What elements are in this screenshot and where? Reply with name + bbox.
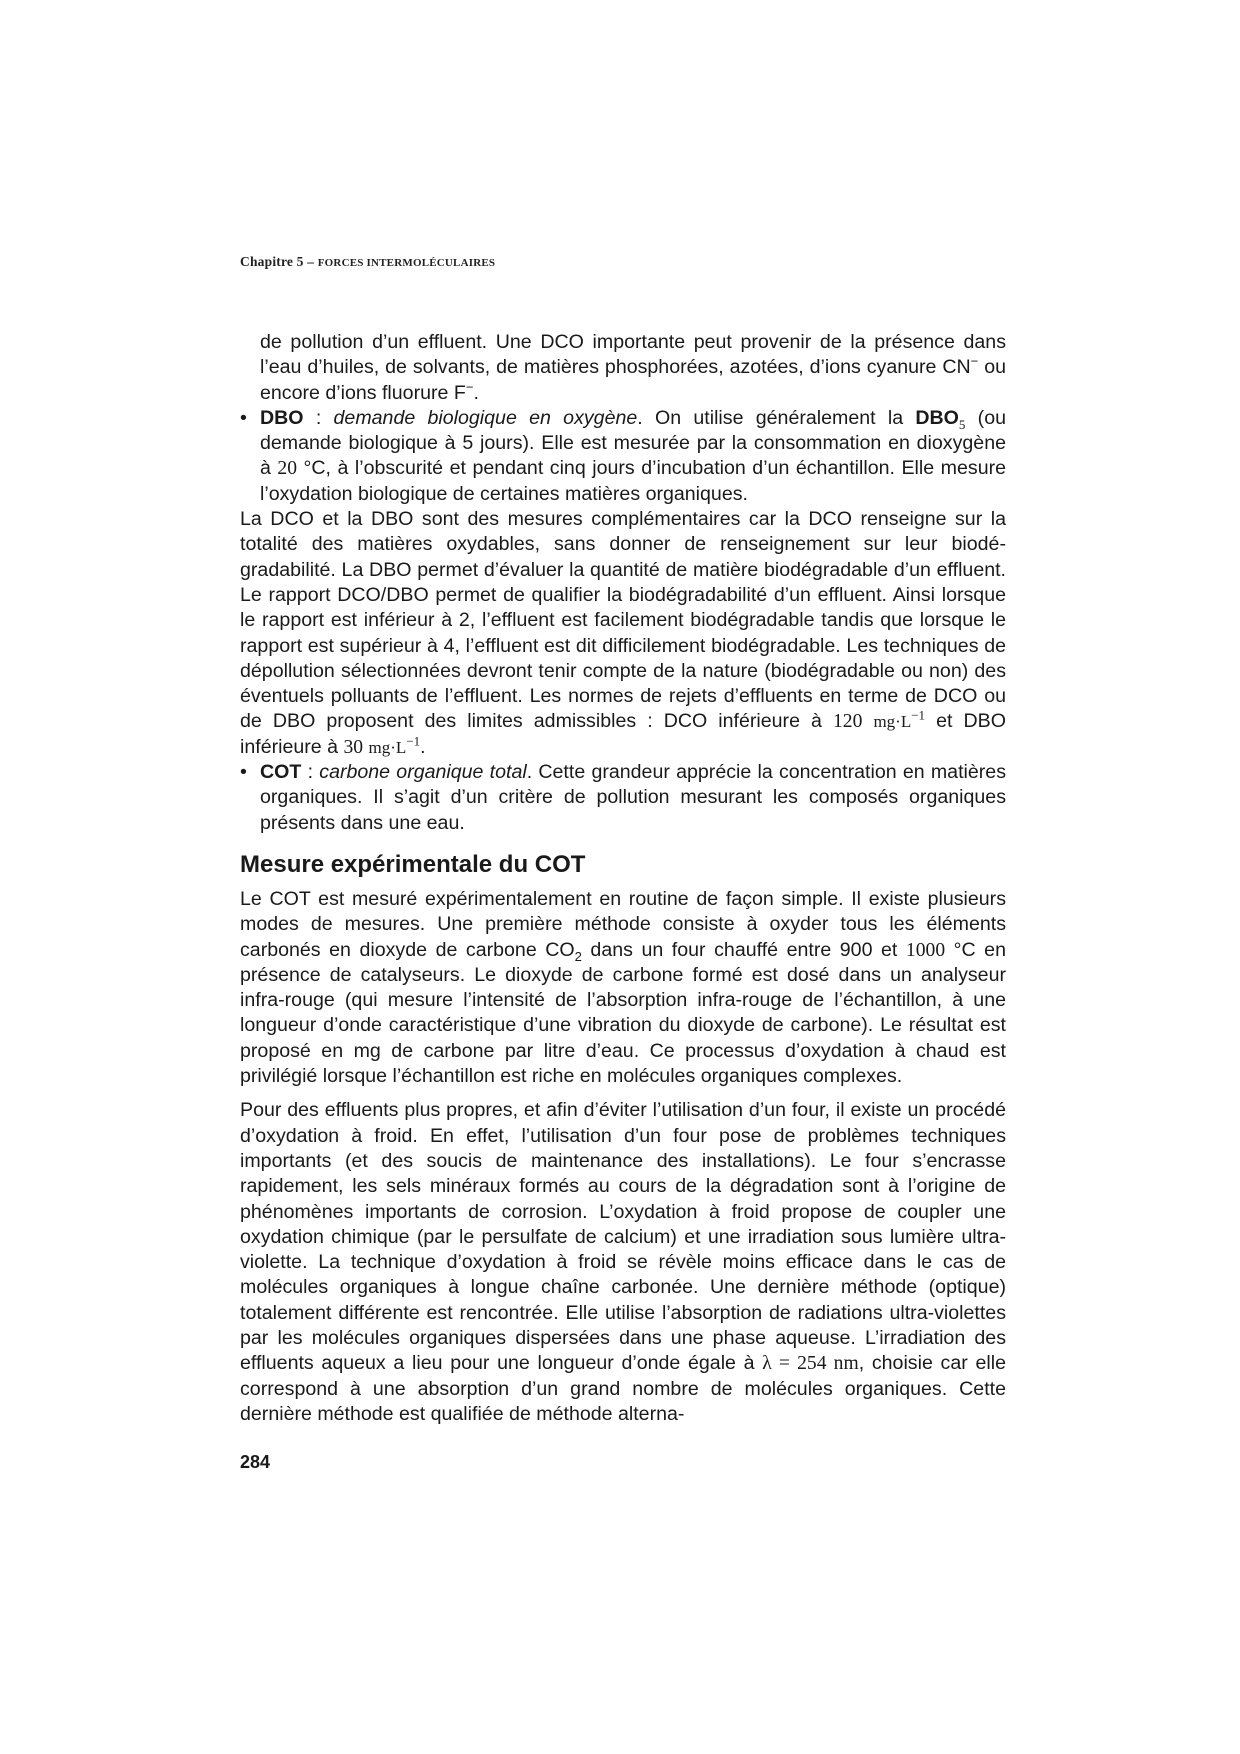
- page: [240, 0, 1006, 1754]
- section-title: Mesure expérimentale du COT: [240, 850, 586, 878]
- paragraph-cold-oxidation: Pour des effluents plus propres, et afin d’éviter l’utilisation d’un four, il existe un procédé d’oxydation à froid. En effet, l’utilisation d’un four pose de problèmes techniques importants (et des soucis de maintenance des installations). Le four s’encrasse rapidement, les sels minéraux formés au cours de la dégradation sont à l’origine de phénomènes importants de corrosion. L’oxydation à froid propose de coupler une oxydation chimique (par le persulfate de calcium) et une irradiation sous lumière ultra-violette. La technique d’oxydation à froid se révèle moins efficace dans le cas de molécules organiques à longue chaîne carbonée. Une dernière méthode (optique) totalement différente est rencontrée. Elle utilise l’absorption de radiations ultra-violettes par les molécules organiques dispersées dans une phase aqueuse. L’irradiation des effluents aqueux a lieu pour une longueur d’onde égale à λ = 254 nm, choisie car elle correspond à une absorption d’un grand nombre de molécules organiques. Cette dernière méthode est qualifiée de méthode alterna-: [240, 1099, 1006, 1425]
- chapter-label: Chapitre 5: [240, 254, 304, 269]
- bullet-marker: •: [240, 406, 247, 429]
- term-dbo: DBO: [260, 406, 304, 429]
- chapter-title: FORCES INTERMOLÉCULAIRES: [317, 257, 496, 269]
- definition-cot: carbone organique total: [319, 761, 527, 784]
- paragraph-hot-oxidation: Le COT est mesuré expérimentalement en routine de façon simple. Il existe plusieurs modes de mesures. Une première méthode consiste à oxyder tous les éléments carbonés en dioxyde de carbone $CO_2$ dans un four chauffé entre 900 et 1000 °C en présence de catalyseurs. Le dioxyde de carbone formé est dosé dans un analyseur infra-rouge (qui mesure l’intensité de l’absorption infra-rouge de l’échantillon, à une longueur d’onde caractéristique d’une vibration du dioxyde de carbone). Le résultat est proposé en mg de carbone par litre d’eau. Ce processus d’oxydation à chaud est privilégié lorsque l’échantillon est riche en molécules organiques complexes.: [240, 887, 1006, 1088]
- body-text: [240, 330, 1006, 1427]
- bullet-cot: • COT : carbone organique total. Cette grandeur apprécie la concentration en matières organiques. Il s’agit d’un critère de pollution mesurant les composés organiques présents dans une eau.: [240, 761, 1006, 834]
- definition-dbo: demande biologique en oxygène: [333, 406, 638, 429]
- lambda-formula: λ = 254 nm: [762, 1353, 859, 1375]
- continued-paragraph: de pollution d’un effluent. Une DCO importante peut provenir de la présence dans l’eau d’huiles, de solvants, de matières phosphorées, azotées, d’ions cyanure CN− ou encore d’ions fluorure F−.: [260, 331, 1006, 404]
- running-head: [240, 254, 495, 270]
- paragraph-dco-dbo: La DCO et la DBO sont des mesures complémentaires car la DCO renseigne sur la totalité des matières oxydables, sans donner de renseignement sur leur biodégradabilité. La DBO permet d’évaluer la quantité de matière biodégradable d’un effluent. Le rapport DCO/DBO permet de qualifier la biodégradabilité d’un effluent. Ainsi lorsque le rapport est inférieur à 2, l’effluent est facilement biodégradable tandis que lorsque le rapport est supérieur à 4, l’effluent est dit difficilement biodégradable. Les techniques de dépollution sélectionnées devront tenir compte de la nature (biodégradable ou non) des éventuels polluants de l’effluent. Les normes de rejets d’effluents en terme de DCO ou de DBO proposent des limites admissibles : DCO inférieure à 120 $mg\cdot L^{-1}$ et DBO inférieure à 30 $mg\cdot L^{-1}$.: [240, 508, 1006, 758]
- term-cot: COT: [260, 761, 302, 784]
- page-number: 284: [240, 1452, 271, 1472]
- bullet-marker: •: [240, 761, 247, 784]
- bullet-dbo: • DBO : demande biologique en oxygène. On utilise généralement la $DBO_5$ (ou demande biologique à 5 jours). Elle est mesurée par la consommation en dioxygène à 20 °C, à l’obscurité et pendant cinq jours d’incubation d’un échantillon. Elle mesure l’oxydation biologique de certaines matières organiques.: [240, 406, 1007, 505]
- running-head-separator: –: [303, 254, 318, 269]
